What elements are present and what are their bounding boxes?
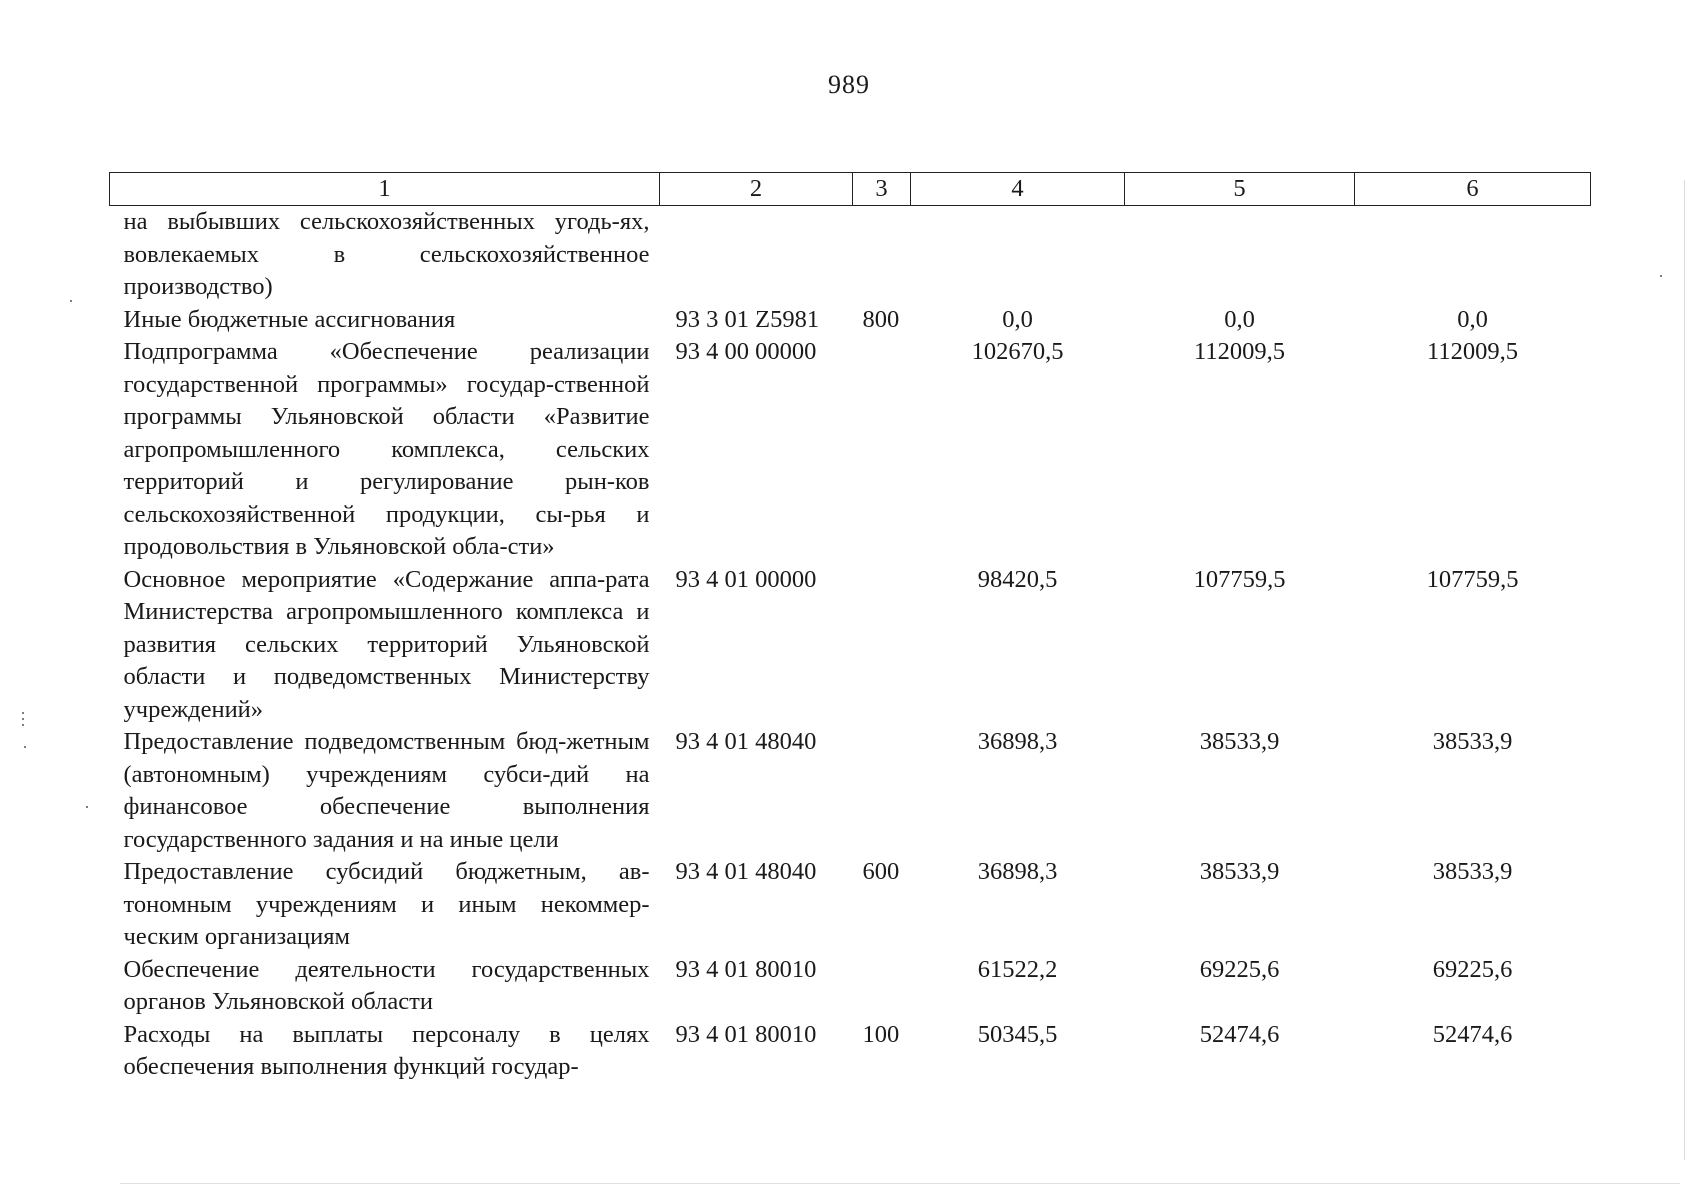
row-name: Подпрограмма «Обеспечение реализации государственной программы» государ-ственной программы Ульяновской области «Развитие агропромышленного комплекса, сельских территорий и регулирование рын-ков сельскохозяйственной продукции, сы-рья и продовольствия в Ульяновской обла-сти» [123, 338, 650, 560]
scan-speck [86, 806, 88, 808]
row-name: Основное мероприятие «Содержание аппа-рата Министерства агропромышленного комплекса и развития сельских территорий Ульяновской области и подведомственных Министерству учреждений» [123, 565, 650, 723]
row-value-6: 38533,9 [1432, 728, 1513, 755]
scan-speck [1660, 275, 1662, 277]
row-value-4: 98420,5 [977, 565, 1058, 593]
scan-speck [22, 718, 24, 720]
scan-speck [70, 300, 72, 302]
row-value-6: 69225,6 [1432, 955, 1513, 983]
row-value-4: 50345,5 [977, 1020, 1058, 1048]
header-row [110, 173, 1591, 206]
row-value-5: 0,0 [1224, 305, 1255, 333]
table-row [110, 564, 1591, 727]
row-value-5 [1125, 206, 1355, 304]
row-value-4: 36898,3 [977, 728, 1058, 755]
row-code: 93 4 01 48040 [675, 728, 817, 755]
row-value-6: 38533,9 [1432, 858, 1513, 885]
row-value-6 [1355, 206, 1591, 304]
row-value-5: 107759,5 [1193, 565, 1286, 593]
table-header [110, 173, 1591, 206]
row-value-4 [911, 206, 1125, 304]
scan-edge-line [120, 1183, 1680, 1184]
table-body [110, 206, 1591, 1084]
table-row [110, 336, 1591, 564]
row-name: Обеспечение деятельности государственных органов Ульяновской области [123, 955, 650, 1015]
row-value-5: 69225,6 [1199, 955, 1280, 983]
row-name: Расходы на выплаты персоналу в целях обеспечения выполнения функций государ- [123, 1020, 650, 1080]
table-row [110, 206, 1591, 304]
row-code [660, 206, 853, 304]
header-col-6: 6 [1355, 173, 1591, 206]
page-number: 989 [828, 70, 870, 99]
table-row [110, 1019, 1591, 1084]
header-col-2: 2 [660, 173, 853, 206]
row-value-5: 38533,9 [1199, 858, 1280, 885]
row-value-5: 38533,9 [1199, 728, 1280, 755]
header-col-4: 4 [911, 173, 1125, 206]
row-value-6: 112009,5 [1427, 338, 1518, 365]
row-value-5: 112009,5 [1194, 338, 1285, 365]
scan-speck [22, 712, 24, 714]
header-col-5: 5 [1125, 173, 1355, 206]
row-value-4: 102670,5 [971, 338, 1064, 365]
table-row [110, 726, 1591, 856]
header-col-1: 1 [110, 173, 660, 206]
row-value-4: 36898,3 [977, 858, 1058, 885]
row-code: 93 4 01 00000 [675, 565, 817, 593]
row-expense-type [853, 954, 911, 1019]
row-expense-type [853, 336, 911, 564]
header-col-3: 3 [853, 173, 911, 206]
scan-speck [22, 724, 24, 726]
row-code: 93 4 01 80010 [675, 955, 817, 983]
row-expense-type [853, 726, 911, 856]
table-row [110, 304, 1591, 337]
row-name: на выбывших сельскохозяйственных угодь-ях, вовлекаемых в сельскохозяйственное производство) [123, 208, 650, 300]
row-value-6: 0,0 [1457, 305, 1488, 333]
scan-edge-line [1684, 180, 1685, 1160]
row-name: Предоставление подведомственным бюд-жетным (автономным) учреждениям субси-дий на финансовое обеспечение выполнения государственного задания и на иные цели [123, 728, 650, 853]
row-code: 93 4 01 80010 [675, 1020, 817, 1048]
row-value-6: 52474,6 [1432, 1020, 1513, 1048]
row-expense-type: 600 [862, 858, 900, 885]
row-value-4: 0,0 [1002, 305, 1033, 333]
row-expense-type: 800 [862, 305, 900, 333]
row-value-5: 52474,6 [1199, 1020, 1280, 1048]
table-row [110, 954, 1591, 1019]
row-value-4: 61522,2 [977, 955, 1058, 983]
row-expense-type [853, 206, 911, 304]
scan-speck [24, 746, 26, 748]
row-code: 93 4 00 00000 [675, 338, 817, 365]
budget-table [109, 172, 1591, 1084]
row-value-6: 107759,5 [1426, 565, 1519, 593]
table-row [110, 856, 1591, 954]
row-code: 93 3 01 Z5981 [675, 305, 820, 333]
row-name: Иные бюджетные ассигнования [123, 305, 456, 333]
row-name: Предоставление субсидий бюджетным, ав-тономным учреждениям и иным некоммер-ческим организациям [123, 858, 650, 950]
row-code: 93 4 01 48040 [675, 858, 817, 885]
row-expense-type [853, 564, 911, 727]
row-expense-type: 100 [862, 1020, 900, 1048]
